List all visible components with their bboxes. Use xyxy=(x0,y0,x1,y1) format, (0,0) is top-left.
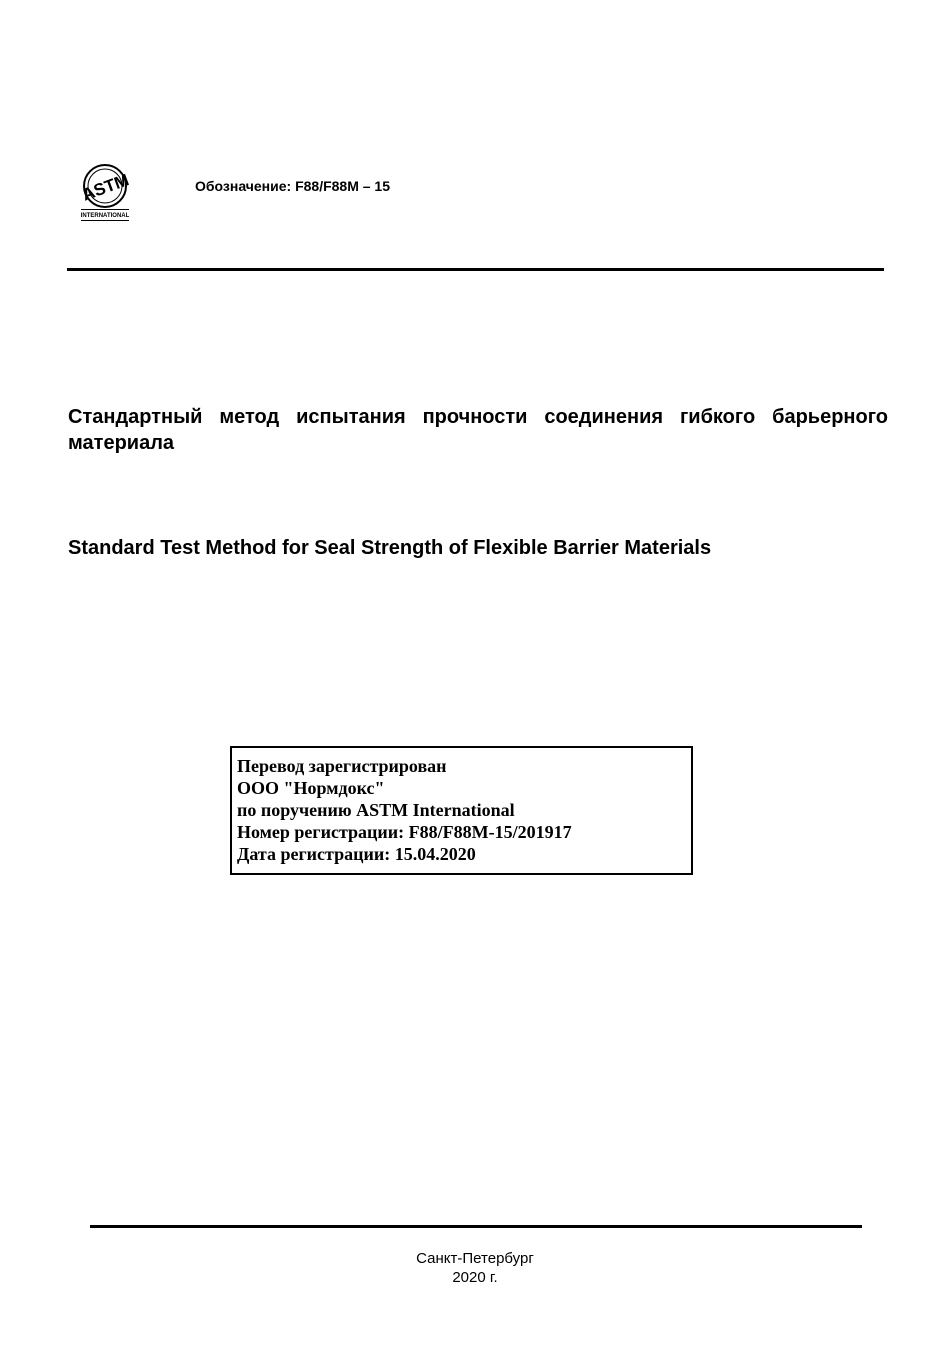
footer-year: 2020 г. xyxy=(452,1269,498,1286)
registration-box xyxy=(230,746,693,875)
header-divider xyxy=(67,268,884,271)
registration-line: ООО "Нормдокс" xyxy=(237,778,385,798)
svg-text:ASTM: ASTM xyxy=(79,170,132,205)
registration-line: Перевод зарегистрирован xyxy=(237,756,447,776)
title-russian: Стандартный метод испытания прочности соединения гибкого барьерного материала xyxy=(68,406,888,454)
registration-line: по поручению ASTM International xyxy=(237,800,515,820)
astm-logo xyxy=(78,162,134,224)
footer-divider xyxy=(90,1225,862,1228)
registration-date: Дата регистрации: 15.04.2020 xyxy=(237,844,476,864)
registration-number: Номер регистрации: F88/F88M-15/201917 xyxy=(237,822,572,842)
footer xyxy=(0,1249,950,1287)
svg-text:INTERNATIONAL: INTERNATIONAL xyxy=(80,213,130,219)
title-english: Standard Test Method for Seal Strength of Flexible Barrier Materials xyxy=(68,537,712,559)
document-designation: Обозначение: F88/F88M – 15 xyxy=(195,178,391,194)
footer-city: Санкт-Петербург xyxy=(416,1250,534,1267)
